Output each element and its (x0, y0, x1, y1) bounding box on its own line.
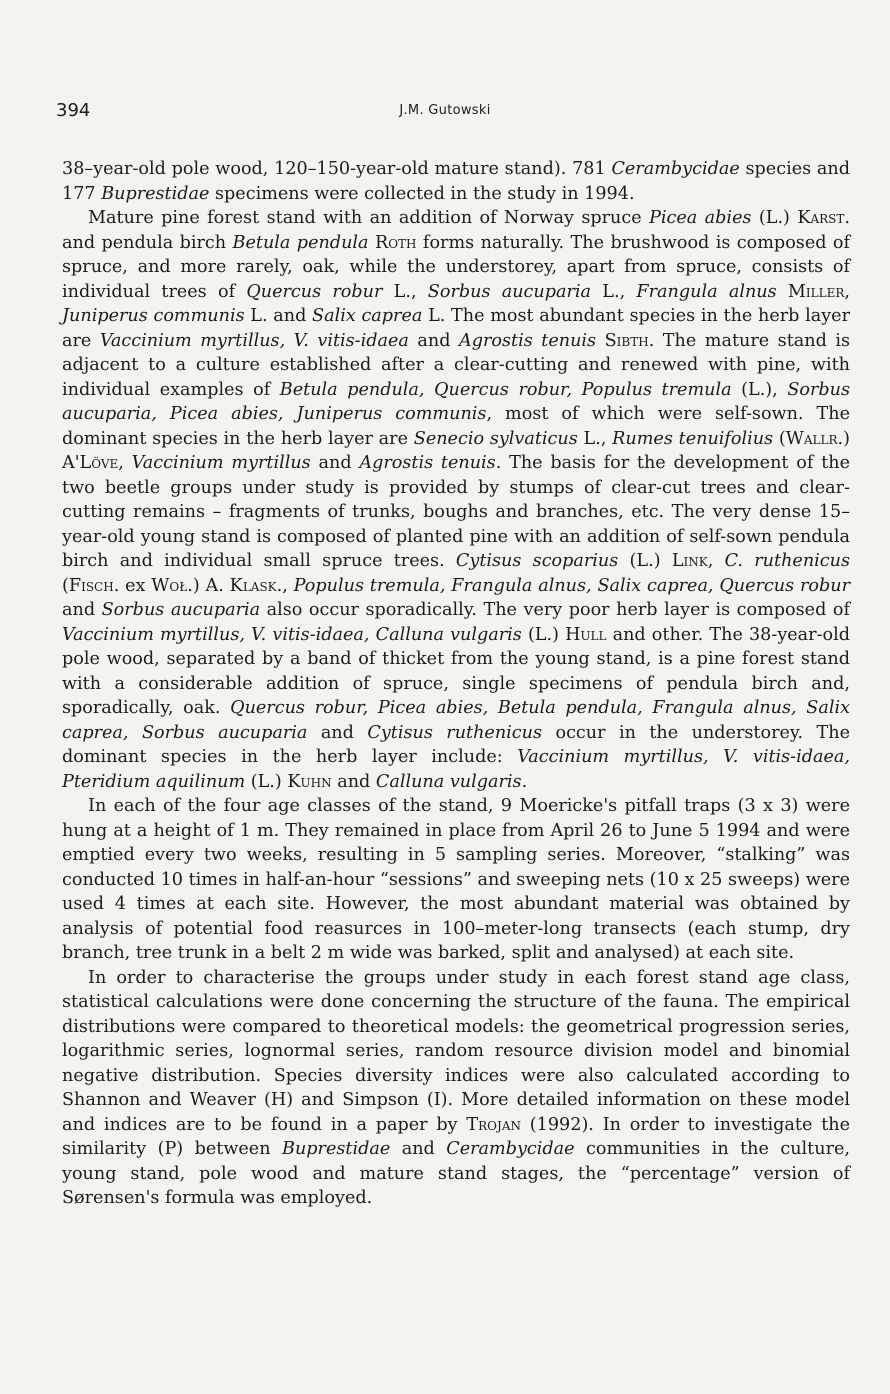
text-run: (L.) (245, 771, 288, 792)
text-run: and (310, 453, 360, 473)
running-head-author: J.M. Gutowski (399, 103, 491, 118)
author-name: Woł (151, 575, 188, 596)
text-run: , most of which were self-sown. The dominant species in the herb layer are (62, 404, 850, 449)
taxon-name: Betula pendula (232, 232, 369, 253)
text-run: . and pendula birch (62, 208, 850, 253)
author-name: Karst (797, 208, 845, 228)
text-run: and (390, 1139, 447, 1159)
text-run: communities in the culture, young stand, pole wood and mature stand stages, the “percentage” version of Sørensen's formula was employed. (62, 1139, 850, 1208)
taxon-name: Juniperus communis (62, 306, 245, 326)
author-name: Sibth (604, 330, 649, 351)
text-run: and (62, 600, 102, 620)
text-run: (L.) (521, 624, 566, 645)
text-run: L., (577, 428, 613, 449)
taxon-name: Sorbus aucuparia, Picea abies, Juniperus communis (62, 379, 851, 424)
text-run: .) (837, 428, 850, 449)
text-run: . The mature stand is adjacent to a culture established after a clear-cutting and renewed with pine, with individual examples of (62, 330, 851, 400)
taxon-name: Vaccinium myrtillus, V. vitis-idaea, Pteridium aquilinum (62, 747, 850, 792)
text-run: Mature pine forest stand with an addition of Norway spruce (88, 208, 650, 228)
text-run: and (307, 722, 368, 743)
text-run: ., (276, 575, 294, 596)
taxon-name: Picea abies (649, 208, 752, 228)
text-run: In order to characterise the groups under study in each forest stand age class, statistical calculations were done concerning the structure of the fauna. The empirical distributions were compared to theoretical models: the geometrical progression series, logarithmic series, lognormal series, random resource division model and binomial negative distribution. Species diversity indices were also calculated according to Shannon and Weaver (H) and Simpson (I). More detailed information on these model and indices are to be found in a paper by (62, 967, 850, 1135)
text-run (596, 331, 605, 351)
text-run: forms naturally. The brushwood is composed of spruce, and more rarely, oak, while the understorey, apart from spruce, consists of individual trees of (62, 232, 851, 302)
text-run: L. and (244, 306, 313, 326)
taxon-name: Vaccinium myrtillus, V. vitis-idaea, Calluna vulgaris (62, 624, 522, 645)
paragraph (62, 966, 850, 1211)
body-text (62, 157, 850, 1211)
author-name: Klask (229, 575, 277, 596)
text-run: and (408, 330, 460, 351)
text-run: and other. The 38-year-old pole wood, separated by a band of thicket from the young stand, is a pine forest stand with a considerable addition of spruce, single specimens of pendula birch and, sporadically, oak. (62, 624, 851, 718)
taxon-name: Agrostis tenuis (359, 453, 496, 473)
taxon-name: Cytisus scoparius (455, 551, 619, 571)
taxon-name: Sorbus aucuparia (101, 600, 261, 620)
text-run: and (331, 771, 376, 792)
taxon-name: Salix caprea (312, 306, 423, 326)
taxon-name: Betula pendula, Quercus robur, Populus tremula (279, 379, 732, 400)
text-run: .) A. (187, 575, 230, 596)
taxon-name: Frangula alnus (636, 281, 777, 302)
taxon-name: Buprestidae (101, 183, 210, 204)
text-run: , (844, 281, 850, 302)
author-name: Miller (787, 281, 845, 302)
text-run: . ex (113, 575, 152, 596)
text-run: (L.) (618, 551, 672, 571)
text-run: . The basis for the development of the two beetle groups under study is provided by stumps of clear-cut trees and clear-cutting remains – fragments of trunks, boughs and branches, etc. The very dense 15–year-old young stand is composed of planted pine with an addition of self-sown pendula birch and individual small spruce trees. (62, 453, 851, 571)
taxon-name: Cytisus ruthenicus (367, 722, 543, 743)
taxon-name: Quercus robur, Picea abies, Betula pendula, Frangula alnus, Salix caprea, Sorbus aucuparia (62, 698, 851, 743)
taxon-name: Rumes tenuifolius (612, 428, 774, 449)
paragraph (62, 794, 850, 966)
text-run: ( (62, 575, 69, 596)
taxon-name: Sorbus aucuparia (427, 281, 592, 302)
taxon-name: Cerambycidae (446, 1139, 575, 1159)
text-run: In each of the four age classes of the stand, 9 Moericke's pitfall traps (3 x 3) were hung at a height of 1 m. They remained in place from April 26 to June 5 1994 and were emptied every two weeks, resulting in 5 sampling series. Moreover, “stalking” was conducted 10 times in half-an-hour “sessions” and sweeping nets (10 x 25 sweeps) were used 4 times at each site. However, the most abundant material was obtained by analysis of potential food reasurces in 100–meter-long transects (each stump, dry branch, tree trunk in a belt 2 m wide was barked, split and analysed) at each site. (62, 796, 850, 963)
text-run: , (707, 551, 725, 571)
taxon-name: Populus tremula, Frangula alnus, Salix caprea, Quercus robur (293, 575, 850, 596)
text-run: (1992). In order to investigate the similarity (P) between (62, 1114, 851, 1159)
author-name: Roth (374, 232, 417, 253)
page-number: 394 (56, 100, 91, 121)
taxon-name: Calluna vulgaris (375, 771, 522, 792)
text-run: , (118, 453, 132, 473)
taxon-name: Quercus robur (246, 281, 383, 302)
taxon-name: Vaccinium myrtillus, V. vitis-idaea (99, 330, 409, 351)
author-name: Fisch (68, 575, 114, 596)
text-run: L., (382, 281, 428, 302)
paragraph (62, 206, 850, 794)
text-run (777, 282, 788, 302)
text-run: ( (773, 428, 786, 449)
paragraph (62, 157, 850, 206)
text-run: also occur sporadically. The very poor herb layer is composed of (260, 600, 850, 620)
page-header (56, 100, 834, 130)
text-run: occur in the understorey. The dominant species in the herb layer include: (62, 722, 851, 767)
taxon-name: Agrostis tenuis (459, 330, 597, 351)
author-name: Trojan (466, 1114, 521, 1135)
text-run: (L.) (751, 208, 798, 228)
author-name: A'Löve (62, 453, 119, 473)
taxon-name: Vaccinium myrtillus (131, 453, 311, 473)
taxon-name: Buprestidae (282, 1139, 391, 1159)
taxon-name: Cerambycidae (611, 159, 740, 179)
author-name: Wallr (785, 428, 838, 449)
author-name: Link (671, 551, 708, 571)
text-run: (L.), (731, 379, 788, 400)
text-run: 38–year-old pole wood, 120–150-year-old mature stand). 781 (62, 159, 612, 179)
text-run: L., (591, 281, 637, 302)
text-run: L. The most abundant species in the herb layer are (62, 306, 850, 351)
taxon-name: C. ruthenicus (724, 551, 850, 571)
text-run: . (521, 771, 528, 792)
author-name: Hull (565, 624, 607, 645)
text-run: specimens were collected in the study in 1994. (209, 183, 635, 204)
text-run: species and 177 (62, 159, 850, 204)
taxon-name: Senecio sylvaticus (413, 428, 578, 449)
author-name: Kuhn (287, 771, 332, 792)
